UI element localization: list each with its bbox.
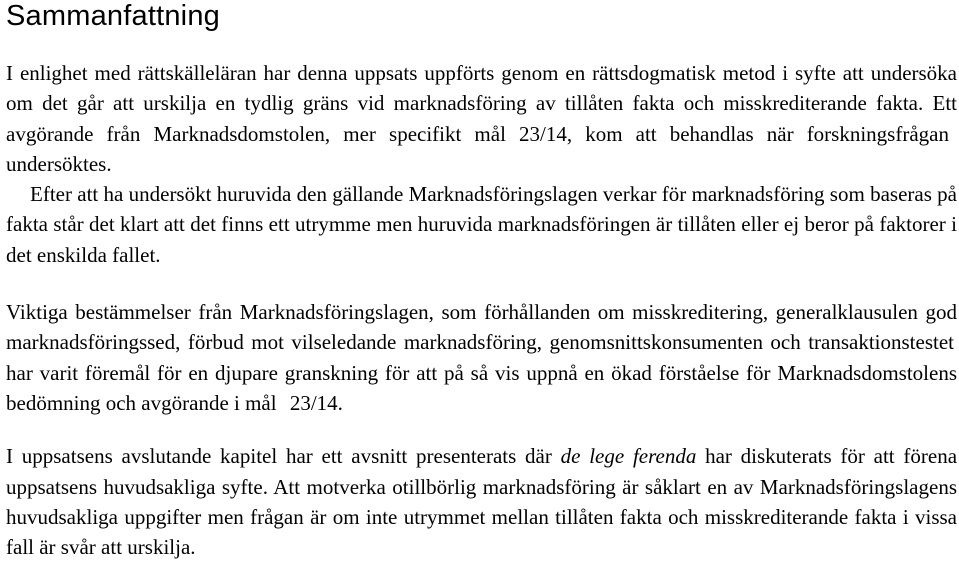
paragraph-provisions-text-cont: har varit föremål för en djupare granskning för att på så vis uppnå en ökad förståelse för Marknadsdomstolens bedömning och avgörande i mål [6, 360, 957, 415]
page-title: Sammanfattning [6, 0, 220, 32]
paragraph-conclusion-text-cont: har diskuterats för att förena uppsatsens huvudsakliga syfte. Att motverka otillbörlig marknadsföring är såklart en av Marknadsföringslagens huvudsakliga uppgifter men frågan är om inte utrymmet mellan tillåten fakta och misskrediterande fakta i vissa fall är svår att urskilja. [6, 444, 958, 560]
paragraph-provisions [6, 297, 957, 418]
paragraph-method-text: I enlighet med rättskälleläran har denna uppsats uppförts genom en rättsdogmatisk metod i syfte att undersöka om det går att urskilja en tydlig gräns vid marknadsföring av tillåten fakta och misskrediterande fakta. Ett avgörande från Marknadsdomstolen, mer specifikt mål 23/14, kom att behandlas när forskningsfrågan [6, 61, 957, 146]
document-page [6, 0, 957, 562]
paragraph-conclusion [6, 441, 957, 562]
paragraph-provisions-text: Viktiga bestämmelser från Marknadsföringslagen, som förhållanden om misskreditering, generalklausulen god marknadsföringssed, förbud mot vilseledande marknadsföring, genomsnittskonsumenten och transaktionstestet [6, 300, 957, 355]
paragraph-method-text-end: undersöktes. [6, 151, 112, 176]
paragraph-conclusion-emphasis: de lege ferenda [560, 444, 697, 469]
paragraph-conclusion-text: I uppsatsens avslutande kapitel har ett avsnitt presenterats där [6, 444, 552, 469]
paragraph-provisions-case: 23/14. [289, 390, 343, 415]
paragraph-method [6, 58, 957, 270]
paragraph-findings-text: Efter att ha undersökt huruvida den gällande Marknadsföringslagen verkar för marknadsföring som baseras på fakta står det klart att det finns ett utrymme men huruvida marknadsföringen är tillåten eller ej beror på faktorer i det enskilda fallet. [6, 182, 957, 267]
